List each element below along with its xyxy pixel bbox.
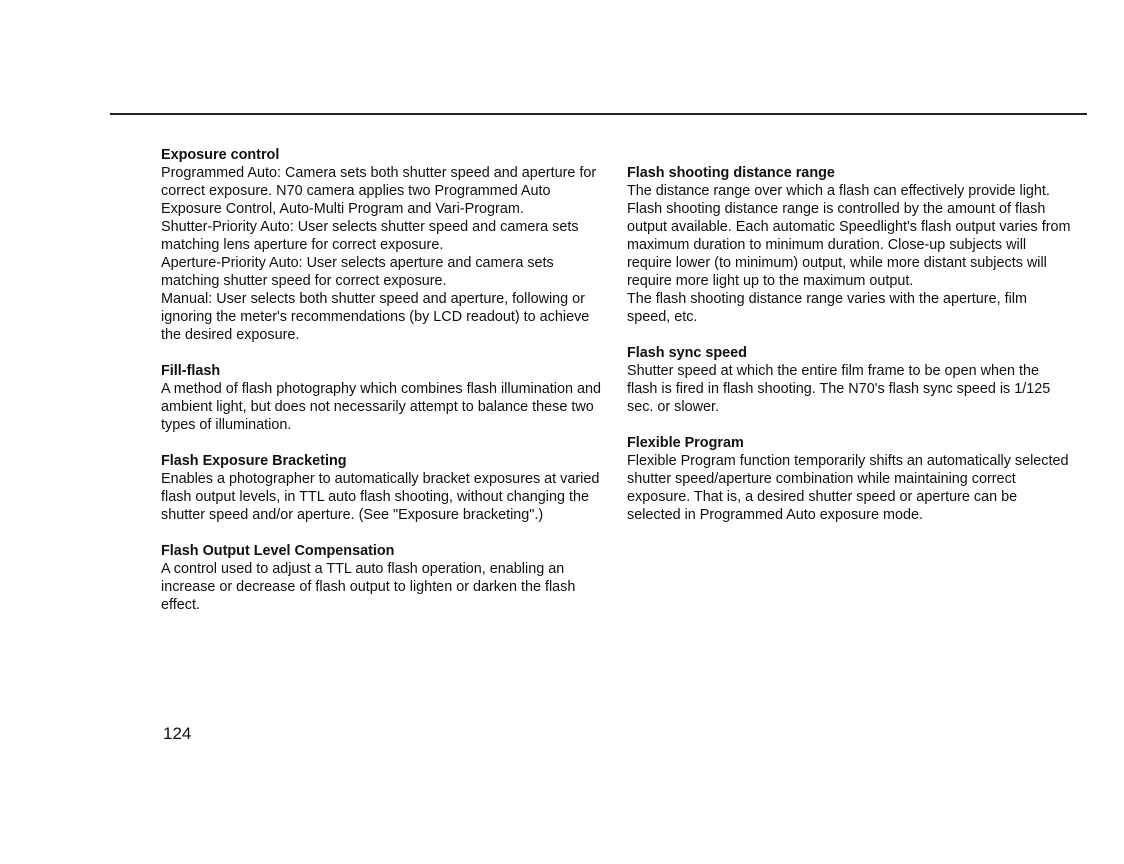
entry-paragraph: The flash shooting distance range varies with the aperture, film speed, etc. [627, 291, 1027, 325]
entry-paragraph: Programmed Auto: Camera sets both shutter speed and aperture for correct exposure. N70 camera applies two Programmed Auto Exposure Control, Auto-Multi Program and Vari-Program. [161, 165, 597, 217]
entry-title: Fill-flash [161, 363, 221, 379]
entry-body [161, 470, 606, 524]
entry-title: Exposure control [161, 147, 280, 163]
entry-body [161, 164, 606, 344]
entry-flash-exposure-bracketing [161, 452, 606, 524]
entry-title: Flash Exposure Bracketing [161, 453, 347, 469]
entry-body [627, 182, 1072, 326]
entry-title: Flash sync speed [627, 345, 747, 361]
entry-paragraph: Enables a photographer to automatically bracket exposures at varied flash output levels, in TTL auto flash shooting, without changing the shutter speed and/or aperture. (See "Exposure bracketing".) [161, 471, 600, 523]
left-column [161, 146, 606, 632]
entry-body [627, 362, 1072, 416]
entry-flexible-program [627, 434, 1072, 524]
entry-body [627, 452, 1072, 524]
entry-title: Flash Output Level Compensation [161, 543, 395, 559]
entry-paragraph: A method of flash photography which combines flash illumination and ambient light, but does not necessarily attempt to balance these two types of illumination. [161, 381, 601, 433]
entry-exposure-control [161, 146, 606, 344]
entry-paragraph: A control used to adjust a TTL auto flash operation, enabling an increase or decrease of flash output to lighten or darken the flash effect. [161, 561, 576, 613]
entry-fill-flash [161, 362, 606, 434]
entry-title: Flash shooting distance range [627, 165, 835, 181]
entry-title: Flexible Program [627, 435, 744, 451]
entry-paragraph: Shutter speed at which the entire film frame to be open when the flash is fired in flash shooting. The N70's flash sync speed is 1/125 sec. or slower. [627, 363, 1051, 415]
entry-paragraph: Manual: User selects both shutter speed and aperture, following or ignoring the meter's recommendations (by LCD readout) to achieve the desired exposure. [161, 291, 590, 343]
header-rule [110, 113, 1087, 115]
entry-body [161, 380, 606, 434]
entry-paragraph: Shutter-Priority Auto: User selects shutter speed and camera sets matching lens aperture for correct exposure. [161, 219, 579, 253]
right-column [627, 164, 1072, 542]
entry-paragraph: Flexible Program function temporarily shifts an automatically selected shutter speed/aperture combination while maintaining correct exposure. That is, a desired shutter speed or aperture can be selected in Programmed Auto exposure mode. [627, 453, 1069, 523]
page-number: 124 [163, 724, 192, 743]
entry-flash-sync-speed [627, 344, 1072, 416]
entry-body [161, 560, 606, 614]
entry-paragraph: Aperture-Priority Auto: User selects aperture and camera sets matching shutter speed for correct exposure. [161, 255, 554, 289]
entry-paragraph: The distance range over which a flash can effectively provide light. Flash shooting distance range is controlled by the amount of flash output available. Each automatic Speedlight's flash output varies from maximum duration to minimum duration. Close-up subjects will require lower (to minimum) output, while more distant subjects will require more light up to the maximum output. [627, 183, 1071, 289]
entry-flash-shooting-distance-range [627, 164, 1072, 326]
entry-flash-output-level-compensation [161, 542, 606, 614]
